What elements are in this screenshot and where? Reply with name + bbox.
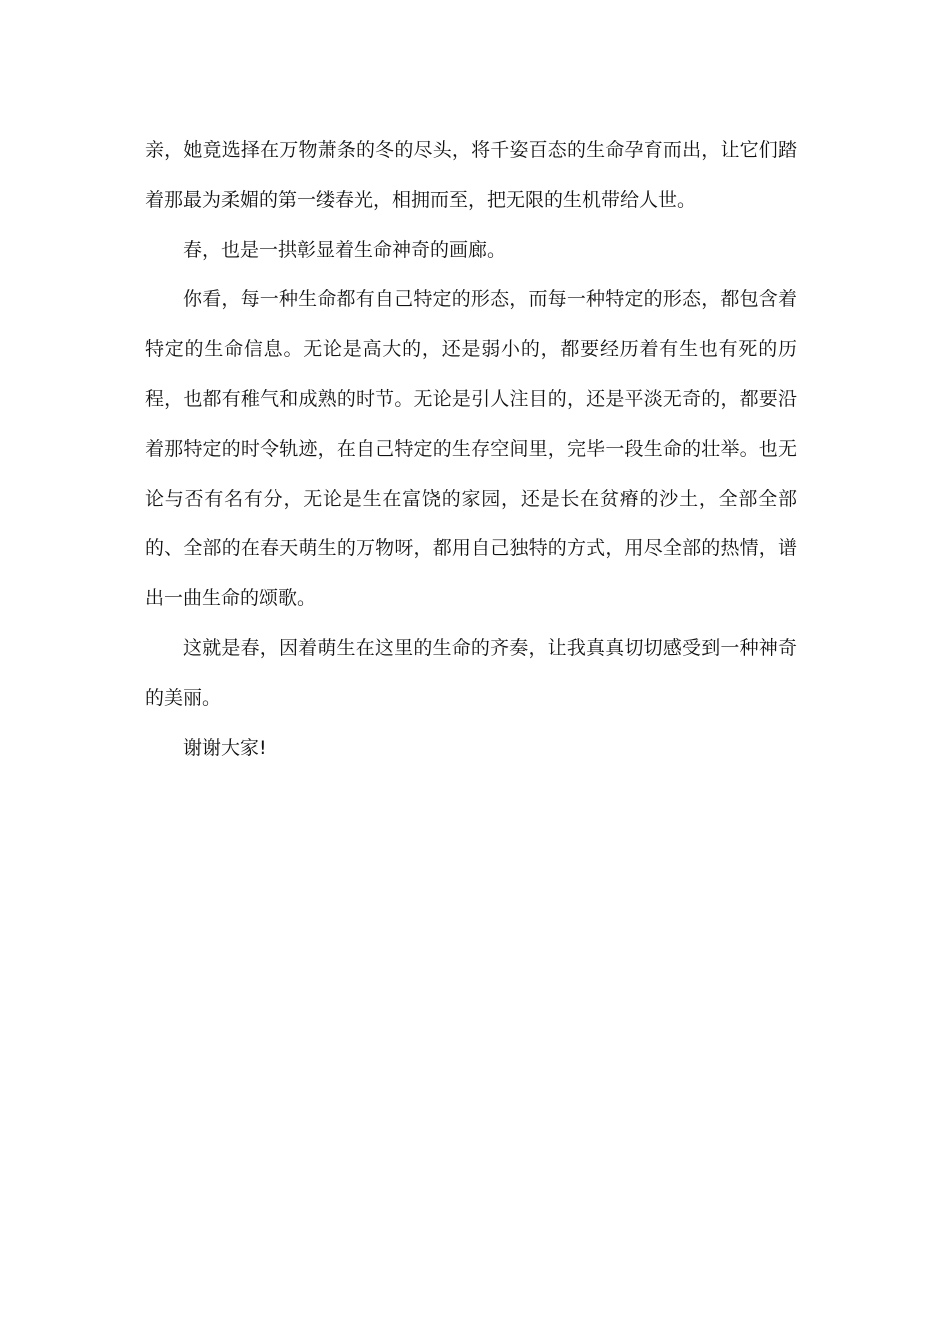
paragraph-continuation: 亲，她竟选择在万物萧条的冬的尽头，将千姿百态的生命孕育而出，让它们踏着那最为柔媚的第一缕春光，相拥而至，把无限的生机带给人世。 — [145, 139, 797, 211]
paragraph-life-forms: 你看，每一种生命都有自己特定的形态，而每一种特定的形态，都包含着特定的生命信息。无论是高大的，还是弱小的，都要经历着有生也有死的历程，也都有稚气和成熟的时节。无论是引人注目的，还是平淡无奇的，都要沿着那特定的时令轨迹，在自己特定的生存空间里，完毕一段生命的壮举。也无论与否有名有分，无论是生在富饶的家园，还是长在贫瘠的沙土，全部全部的、全部的在春天萌生的万物呀，都用自己独特的方式，用尽全部的热情，谱出一曲生命的颂歌。 — [145, 288, 797, 610]
paragraph-thanks: 谢谢大家! — [183, 736, 267, 759]
paragraph-gallery: 春，也是一拱彰显着生命神奇的画廊。 — [183, 238, 507, 261]
paragraph-this-is-spring: 这就是春，因着萌生在这里的生命的齐奏，让我真真切切感受到一种神奇的美丽。 — [145, 636, 797, 709]
document-body — [145, 126, 797, 773]
